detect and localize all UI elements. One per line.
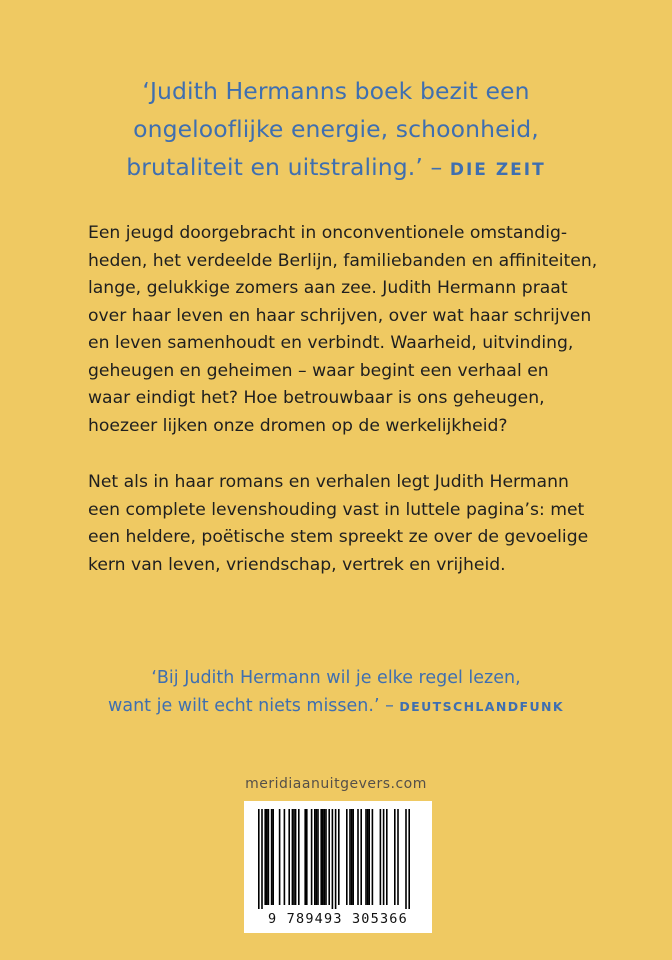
- barcode-bar: [261, 809, 263, 909]
- barcode-bar: [268, 809, 270, 905]
- barcode-bar: [272, 809, 274, 905]
- barcode-bar: [351, 809, 353, 905]
- quote-line: ‘Bij Judith Hermann wil je elke regel lezen,: [151, 668, 521, 688]
- description-paragraph-1: [88, 220, 608, 440]
- barcode-bar: [405, 809, 407, 909]
- barcode-bar: [328, 809, 330, 905]
- paragraph-line: lange, gelukkige zomers aan zee. Judith Hermann praat: [88, 278, 568, 298]
- barcode-bar: [292, 809, 294, 905]
- barcode-bar: [372, 809, 374, 905]
- paragraph-line: geheugen en geheimen – waar begint een verhaal en: [88, 360, 549, 381]
- barcode-bar: [284, 809, 286, 905]
- paragraph-line: een complete levenshouding vast in luttele pagina’s: met: [88, 499, 585, 520]
- description-paragraph-2: [88, 469, 608, 579]
- barcode-bar: [357, 809, 359, 905]
- barcode-bar: [279, 809, 281, 905]
- barcode-bars: [258, 809, 418, 909]
- barcode-bar: [288, 809, 290, 905]
- paragraph-line: waar eindigt het? Hoe betrouwbaar is ons geheugen,: [88, 388, 545, 408]
- paragraph-line: en leven samenhoudt en verbindt. Waarheid, uitvinding,: [88, 333, 574, 353]
- quote-source: DEUTSCHLANDFUNK: [399, 699, 564, 714]
- barcode-bar: [325, 809, 327, 905]
- paragraph-line: hoezeer lijken onze dromen op de werkelijkheid?: [88, 415, 508, 436]
- quote-text: brutaliteit en uitstraling.’ –: [126, 153, 450, 181]
- barcode-bar: [314, 809, 316, 905]
- barcode-bar: [324, 809, 326, 905]
- barcode-bar: [298, 809, 300, 905]
- barcode-bar: [365, 809, 367, 905]
- barcode-bar: [295, 809, 297, 905]
- barcode-bar: [338, 809, 340, 905]
- barcode-bar: [320, 809, 322, 905]
- barcode-bar: [408, 809, 410, 909]
- barcode-bar: [346, 809, 348, 905]
- barcode-bar: [332, 809, 334, 909]
- barcode-bar: [383, 809, 385, 905]
- barcode-bar: [311, 809, 313, 905]
- paragraph-line: over haar leven en haar schrijven, over wat haar schrijven: [88, 305, 592, 326]
- barcode-bar: [386, 809, 388, 905]
- paragraph-line: kern van leven, vriendschap, vertrek en vrijheid.: [88, 554, 506, 575]
- bottom-review-quote: [0, 664, 672, 721]
- barcode-bar: [304, 809, 306, 905]
- barcode-bar: [349, 809, 351, 905]
- barcode-bar: [380, 809, 382, 905]
- paragraph-line: een heldere, poëtische stem spreekt ze over de gevoelige: [88, 527, 589, 547]
- barcode-bar: [360, 809, 362, 905]
- paragraph-line: Een jeugd doorgebracht in onconventionele omstandig-: [88, 223, 568, 243]
- barcode: [244, 801, 432, 933]
- barcode-bar: [266, 809, 268, 905]
- barcode-bar: [335, 809, 337, 909]
- barcode-bar: [367, 809, 369, 905]
- paragraph-line: heden, het verdeelde Berlijn, familiebanden en affiniteiten,: [88, 250, 598, 271]
- barcode-bar: [368, 809, 370, 905]
- publisher-website[interactable]: meridiaanuitgevers.com: [245, 776, 427, 792]
- barcode-bar: [293, 809, 295, 905]
- barcode-bar: [397, 809, 399, 905]
- barcode-bar: [306, 809, 308, 905]
- barcode-bar: [322, 809, 324, 905]
- barcode-bar: [352, 809, 354, 905]
- barcode-bar: [258, 809, 260, 909]
- barcode-digits: 9 789493 305366: [268, 911, 408, 927]
- quote-line: [0, 692, 672, 721]
- quote-line: ‘Judith Hermanns boek bezit een: [142, 77, 530, 105]
- top-review-quote: [0, 72, 672, 189]
- quote-source: DIE ZEIT: [449, 160, 546, 180]
- barcode-bar: [316, 809, 318, 905]
- quote-text: want je wilt echt niets missen.’ –: [108, 696, 400, 716]
- barcode-bar: [317, 809, 319, 905]
- quote-line: [0, 148, 672, 189]
- barcode-bar: [264, 809, 266, 905]
- barcode-bar: [271, 809, 273, 905]
- barcode-bar: [394, 809, 396, 905]
- paragraph-line: Net als in haar romans en verhalen legt Judith Hermann: [88, 472, 569, 492]
- quote-line: ongelooflijke energie, schoonheid,: [133, 115, 539, 143]
